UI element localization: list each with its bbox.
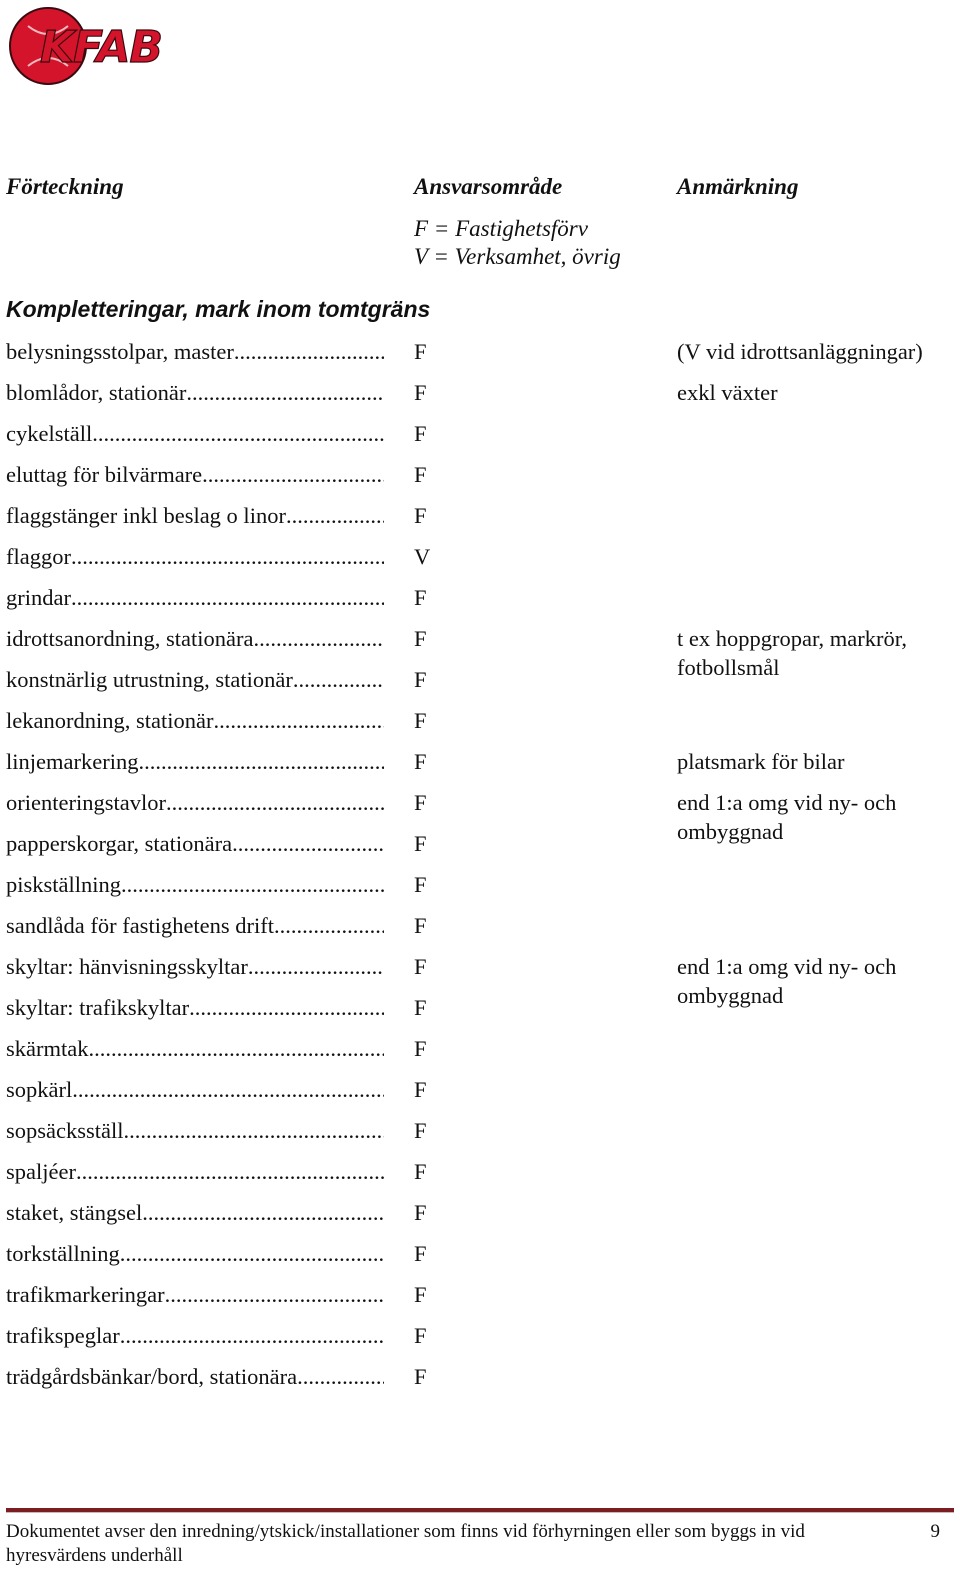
responsibility-cell: F — [414, 462, 427, 487]
responsibility-cell: F — [414, 339, 427, 364]
item-name-cell — [6, 379, 384, 408]
item-name-cell — [6, 420, 384, 449]
list-item — [0, 707, 960, 748]
logo-graphic — [6, 4, 258, 88]
item-label: sandlåda för fastighetens drift — [6, 913, 275, 938]
footer-text: Dokumentet avser den inredning/ytskick/installationer som finns vid förhyrningen eller som byggs in vid hyresvärdens underhåll — [6, 1521, 805, 1566]
dot-leader — [166, 789, 384, 818]
dot-leader — [71, 584, 384, 613]
responsibility-cell: V — [414, 544, 431, 569]
responsibility-cell: F — [414, 1200, 427, 1225]
dot-leader — [124, 1117, 385, 1146]
dot-leader — [274, 912, 384, 941]
item-label: orienteringstavlor — [6, 790, 166, 815]
dot-leader — [120, 1240, 384, 1269]
item-name-cell — [6, 1322, 384, 1351]
list-item — [0, 461, 960, 502]
inventory-list — [0, 338, 960, 1404]
dot-leader — [293, 666, 384, 695]
dot-leader — [120, 1322, 384, 1351]
list-item — [0, 1199, 960, 1240]
dot-leader — [88, 1035, 384, 1064]
item-name-cell — [6, 1363, 384, 1392]
dot-leader — [286, 502, 384, 531]
dot-leader — [76, 1158, 384, 1187]
item-name-cell — [6, 1199, 384, 1228]
list-item — [0, 1281, 960, 1322]
item-name-cell — [6, 789, 384, 818]
list-item — [0, 1035, 960, 1076]
item-name-cell — [6, 461, 384, 490]
item-label: staket, stängsel — [6, 1200, 143, 1225]
item-name-cell — [6, 1240, 384, 1269]
legend-v: V = Verksamhet, övrig — [414, 244, 621, 269]
remark-cell: platsmark för bilar — [677, 749, 845, 774]
item-label: trafikmarkeringar — [6, 1282, 165, 1307]
dot-leader — [121, 871, 384, 900]
footer-rule — [6, 1508, 954, 1513]
item-label: grindar — [6, 585, 71, 610]
item-label: idrottsanordning, stationära — [6, 626, 254, 651]
item-name-cell — [6, 707, 384, 736]
item-label: spaljéer — [6, 1159, 76, 1184]
item-label: skärmtak — [6, 1036, 89, 1061]
item-label: torkställning — [6, 1241, 120, 1266]
item-label: skyltar: hänvisningsskyltar — [6, 954, 248, 979]
item-name-cell — [6, 1076, 384, 1105]
responsibility-cell: F — [414, 995, 427, 1020]
item-label: sopkärl — [6, 1077, 73, 1102]
list-item — [0, 912, 960, 953]
responsibility-cell: F — [414, 872, 427, 897]
item-label: trädgårdsbänkar/bord, stationära — [6, 1364, 298, 1389]
list-item — [0, 1158, 960, 1199]
item-name-cell — [6, 994, 384, 1023]
dot-leader — [142, 1199, 384, 1228]
item-name-cell — [6, 871, 384, 900]
remark-cell: end 1:a omg vid ny- och ombyggnad — [677, 954, 897, 1008]
logo-text: KFAB — [40, 22, 163, 73]
item-label: flaggor — [6, 544, 71, 569]
list-item — [0, 1076, 960, 1117]
responsibility-cell: F — [414, 421, 427, 446]
item-label: belysningsstolpar, master — [6, 339, 234, 364]
item-label: skyltar: trafikskyltar — [6, 995, 190, 1020]
list-item — [0, 1322, 960, 1363]
dot-leader — [232, 830, 384, 859]
list-item — [0, 1363, 960, 1404]
item-label: papperskorgar, stationära — [6, 831, 233, 856]
responsibility-cell: F — [414, 790, 427, 815]
responsibility-cell: F — [414, 831, 427, 856]
item-label: lekanordning, stationär — [6, 708, 214, 733]
item-name-cell — [6, 748, 384, 777]
responsibility-cell: F — [414, 380, 427, 405]
item-label: linjemarkering — [6, 749, 139, 774]
item-name-cell — [6, 502, 384, 531]
dot-leader — [72, 1076, 384, 1105]
dot-leader — [202, 461, 384, 490]
item-label: sopsäcksställ — [6, 1118, 124, 1143]
item-name-cell — [6, 912, 384, 941]
list-item — [0, 502, 960, 543]
item-name-cell — [6, 1117, 384, 1146]
responsibility-cell: F — [414, 667, 427, 692]
dot-leader — [138, 748, 384, 777]
column-header-responsibility: Ansvarsområde — [414, 174, 563, 199]
item-name-cell — [6, 625, 384, 654]
remark-cell: end 1:a omg vid ny- och ombyggnad — [677, 790, 897, 844]
kfab-logo — [6, 4, 258, 88]
item-name-cell — [6, 584, 384, 613]
item-name-cell — [6, 1035, 384, 1064]
responsibility-cell: F — [414, 1323, 427, 1348]
list-item — [0, 871, 960, 912]
list-item — [0, 748, 960, 789]
responsibility-cell: F — [414, 1364, 427, 1389]
dot-leader — [213, 707, 384, 736]
list-item — [0, 1117, 960, 1158]
page-number: 9 — [930, 1521, 940, 1542]
dot-leader — [297, 1363, 384, 1392]
item-name-cell — [6, 338, 384, 367]
list-item — [0, 830, 960, 871]
dot-leader — [92, 420, 384, 449]
responsibility-cell: F — [414, 954, 427, 979]
item-name-cell — [6, 666, 384, 695]
dot-leader — [189, 994, 384, 1023]
list-item — [0, 543, 960, 584]
remark-cell: exkl växter — [677, 380, 778, 405]
dot-leader — [71, 543, 384, 572]
column-header-remark: Anmärkning — [677, 174, 799, 199]
dot-leader — [248, 953, 384, 982]
dot-leader — [234, 338, 384, 367]
responsibility-cell: F — [414, 1159, 427, 1184]
item-label: eluttag för bilvärmare — [6, 462, 203, 487]
dot-leader — [186, 379, 384, 408]
list-item — [0, 994, 960, 1035]
responsibility-cell: F — [414, 1036, 427, 1061]
responsibility-cell: F — [414, 626, 427, 651]
item-label: blomlådor, stationär — [6, 380, 187, 405]
item-label: piskställning — [6, 872, 122, 897]
responsibility-cell: F — [414, 913, 427, 938]
item-name-cell — [6, 1281, 384, 1310]
item-name-cell — [6, 953, 384, 982]
responsibility-cell: F — [414, 1118, 427, 1143]
list-item — [0, 584, 960, 625]
item-label: flaggstänger inkl beslag o linor — [6, 503, 286, 528]
item-label: trafikspeglar — [6, 1323, 120, 1348]
remark-cell: (V vid idrottsanläggningar) — [677, 339, 923, 364]
remark-cell: t ex hoppgropar, markrör, fotbollsmål — [677, 626, 907, 680]
responsibility-cell: F — [414, 749, 427, 774]
responsibility-cell: F — [414, 1282, 427, 1307]
dot-leader — [165, 1281, 384, 1310]
list-item — [0, 666, 960, 707]
responsibility-cell: F — [414, 585, 427, 610]
responsibility-cell: F — [414, 1077, 427, 1102]
legend-f: F = Fastighetsförv — [414, 216, 588, 241]
item-label: konstnärlig utrustning, stationär — [6, 667, 293, 692]
list-item — [0, 420, 960, 461]
column-header-item: Förteckning — [6, 174, 124, 199]
section-title: Kompletteringar, mark inom tomtgräns — [6, 296, 431, 322]
list-item — [0, 1240, 960, 1281]
item-name-cell — [6, 830, 384, 859]
responsibility-cell: F — [414, 708, 427, 733]
list-item — [0, 338, 960, 379]
dot-leader — [253, 625, 384, 654]
list-item — [0, 379, 960, 420]
item-name-cell — [6, 543, 384, 572]
item-name-cell — [6, 1158, 384, 1187]
responsibility-cell: F — [414, 503, 427, 528]
item-label: cykelställ — [6, 421, 93, 446]
responsibility-cell: F — [414, 1241, 427, 1266]
